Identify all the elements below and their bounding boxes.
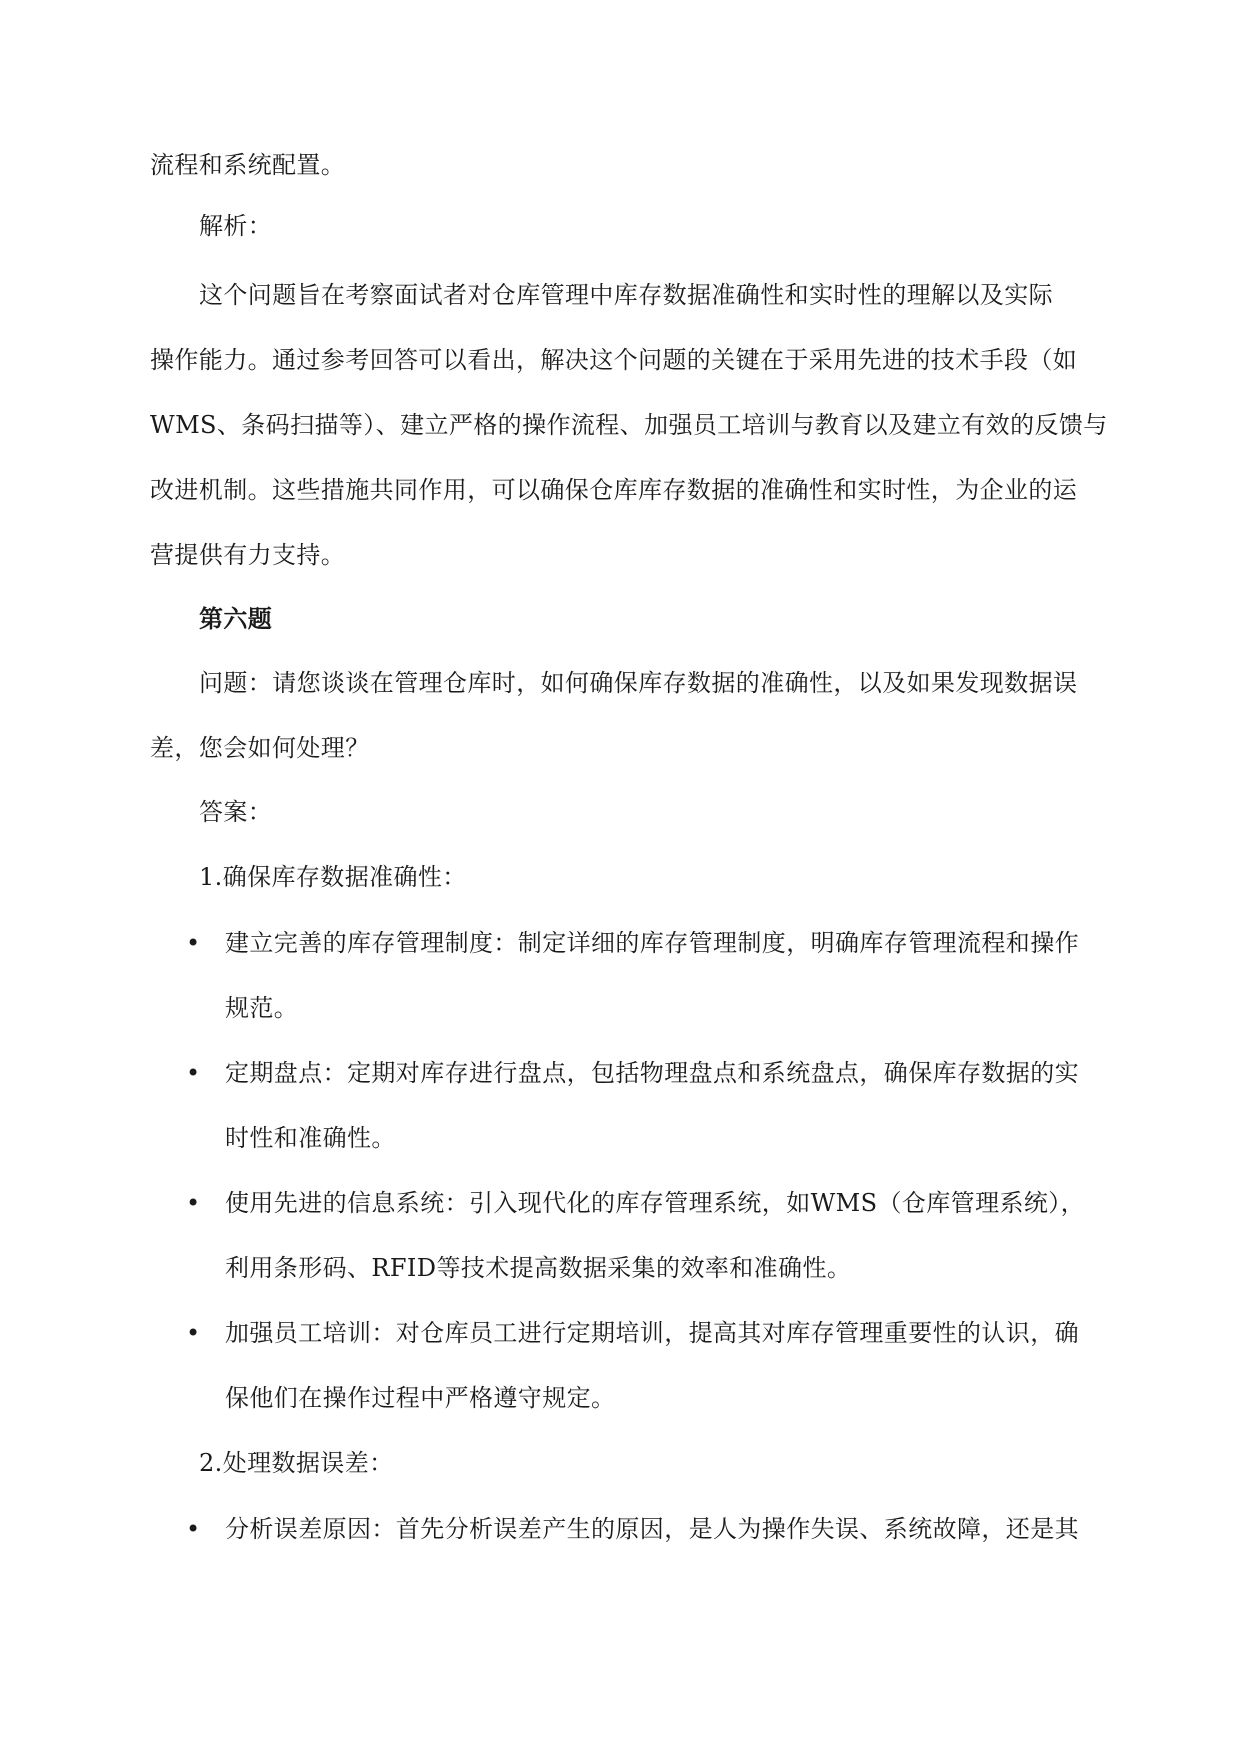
bullet-line: 时性和准确性。 <box>225 1124 396 1152</box>
analysis-line: WMS、条码扫描等）、建立严格的操作流程、加强员工培训与教育以及建立有效的反馈与 <box>150 411 1108 439</box>
bullet-line: 利用条形码、RFID等技术提高数据采集的效率和准确性。 <box>225 1254 852 1282</box>
bullet-line: 定期盘点：定期对库存进行盘点，包括物理盘点和系统盘点，确保库存数据的实 <box>225 1059 1079 1087</box>
analysis-line: 改进机制。这些措施共同作用，可以确保仓库库存数据的准确性和实时性，为企业的运 <box>150 476 1078 504</box>
bullet-icon: • <box>186 1515 201 1543</box>
analysis-line: 操作能力。通过参考回答可以看出，解决这个问题的关键在于采用先进的技术手段（如 <box>150 346 1078 374</box>
bullet-line: 保他们在操作过程中严格遵守规定。 <box>225 1384 616 1412</box>
subsection-title: 1.确保库存数据准确性： <box>199 863 467 891</box>
bullet-icon: • <box>186 929 201 957</box>
answer-label: 答案： <box>199 798 273 826</box>
bullet-icon: • <box>186 1319 201 1347</box>
section-heading: 第六题 <box>199 604 273 633</box>
analysis-label: 解析： <box>199 212 273 240</box>
analysis-line: 营提供有力支持。 <box>150 541 346 569</box>
analysis-line: 这个问题旨在考察面试者对仓库管理中库存数据准确性和实时性的理解以及实际 <box>199 281 1053 309</box>
bullet-line: 使用先进的信息系统：引入现代化的库存管理系统，如WMS（仓库管理系统）， <box>225 1189 1086 1217</box>
bullet-line: 建立完善的库存管理制度：制定详细的库存管理制度，明确库存管理流程和操作 <box>225 929 1079 957</box>
bullet-line: 分析误差原因：首先分析误差产生的原因，是人为操作失误、系统故障，还是其 <box>225 1515 1079 1543</box>
bullet-icon: • <box>186 1059 201 1087</box>
bullet-line: 规范。 <box>225 994 299 1022</box>
question-line: 问题：请您谈谈在管理仓库时，如何确保库存数据的准确性，以及如果发现数据误 <box>199 669 1078 697</box>
bullet-line: 加强员工培训：对仓库员工进行定期培训，提高其对库存管理重要性的认识，确 <box>225 1319 1079 1347</box>
subsection-title: 2.处理数据误差： <box>199 1449 394 1477</box>
paragraph-line: 流程和系统配置。 <box>150 151 346 179</box>
question-line: 差，您会如何处理？ <box>150 734 370 762</box>
bullet-icon: • <box>186 1189 201 1217</box>
